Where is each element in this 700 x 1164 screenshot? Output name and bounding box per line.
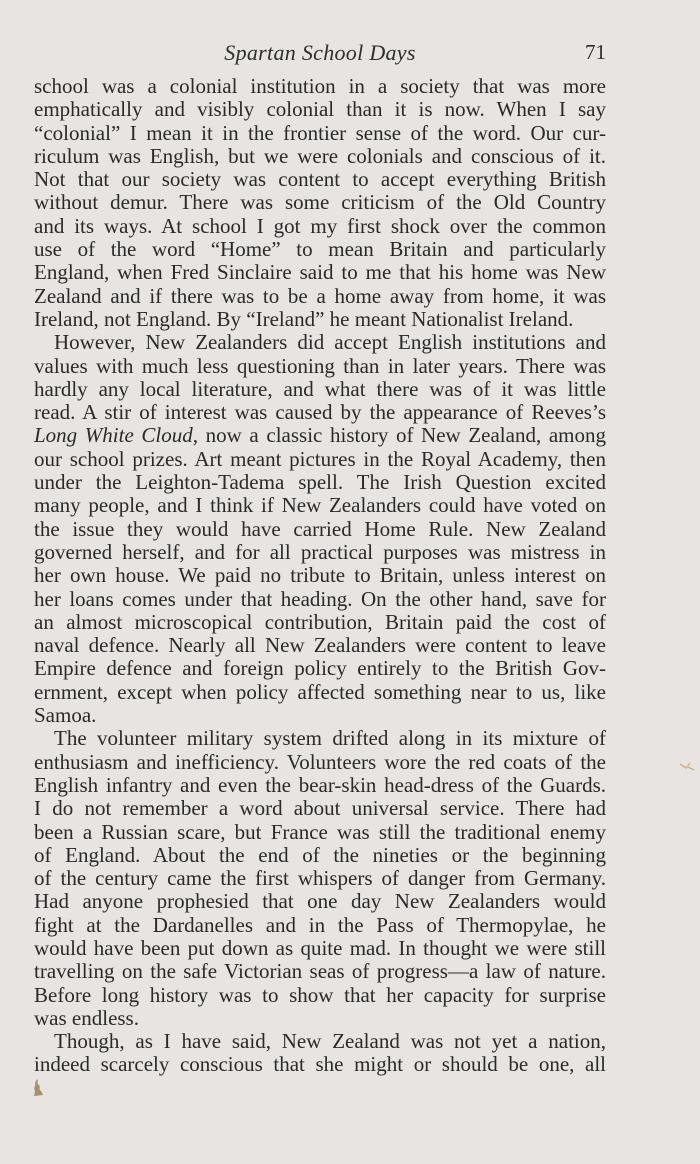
text-line: Though, as I have said, New Zealand was not yet a nation,: [54, 1029, 606, 1054]
text-line: without demur. There was some criticism of the Old Country: [34, 190, 606, 215]
text-line: emphatically and visibly colonial than it is now. When I say: [34, 97, 606, 122]
text-line: “colonial” I mean it in the frontier sense of the word. Our cur-: [34, 120, 606, 145]
text-line-with-italic: Long White Cloud, now a classic history of New Zealand, among: [34, 423, 606, 448]
text-line: Before long history was to show that her capacity for surprise: [34, 982, 606, 1007]
text-line: values with much less questioning than in later years. There was: [34, 353, 606, 378]
text-line: ernment, except when policy affected something near to us, like: [34, 679, 606, 704]
paper-blemish-mark: [678, 760, 698, 772]
text-line: would have been put down as quite mad. In thought we were still: [34, 935, 606, 960]
text-line: riculum was English, but we were colonials and conscious of it.: [34, 143, 606, 168]
text-line: Had anyone prophesied that one day New Zealanders would: [34, 889, 606, 914]
text-line: indeed scarcely conscious that she might or should be one, all: [34, 1052, 606, 1077]
text-line: governed herself, and for all practical purposes was mistress in: [34, 539, 606, 564]
text-line: English infantry and even the bear-skin head-dress of the Guards.: [34, 772, 606, 797]
text-line: Samoa.: [34, 703, 97, 728]
text-line: our school prizes. Art meant pictures in the Royal Academy, then: [34, 446, 606, 471]
text-line: been a Russian scare, but France was still the traditional enemy: [34, 819, 606, 844]
text-line: school was a colonial institution in a society that was more: [34, 74, 606, 98]
text-line: the issue they would have carried Home Rule. New Zealand: [34, 516, 606, 541]
text-line: use of the word “Home” to mean Britain and particularly: [34, 237, 606, 262]
text-line: of England. About the end of the nineties or the beginning: [34, 842, 606, 867]
italic-book-title: Long White Cloud,: [34, 423, 199, 448]
text-line: England, when Fred Sinclaire said to me that his home was New: [34, 260, 606, 285]
page-number: 71: [585, 40, 606, 64]
text-line: of the century came the first whispers of danger from Germany.: [34, 866, 606, 891]
text-line: naval defence. Nearly all New Zealanders were content to leave: [34, 633, 606, 658]
text-line: under the Leighton-Tadema spell. The Irish Question excited: [34, 470, 606, 495]
text-line: Ireland, not England. By “Ireland” he meant Nationalist Ireland.: [34, 306, 574, 331]
text-line: was endless.: [34, 1005, 139, 1030]
text-line: The volunteer military system drifted along in its mixture of: [54, 726, 606, 751]
running-head: [34, 40, 606, 70]
text-line: enthusiasm and inefficiency. Volunteers wore the red coats of the: [34, 749, 606, 774]
text-line: However, New Zealanders did accept English institutions and: [54, 330, 606, 355]
text-line: read. A stir of interest was caused by the appearance of Reeves’s: [34, 400, 606, 425]
text-line: her loans comes under that heading. On the other hand, save for: [34, 586, 606, 611]
text-line: an almost microscopical contribution, Britain paid the cost of: [34, 609, 606, 634]
text-line: Empire defence and foreign policy entirely to the British Gov-: [34, 656, 606, 681]
text-line: Zealand and if there was to be a home away from home, it was: [34, 283, 606, 308]
ink-smudge-mark: [30, 1078, 46, 1098]
running-head-title: Spartan School Days: [224, 40, 416, 65]
text-line: travelling on the safe Victorian seas of progress—a law of nature.: [34, 959, 606, 984]
text-line: and its ways. At school I got my first shock over the common: [34, 213, 606, 238]
body-text: [34, 75, 606, 1077]
text-line: Not that our society was content to accept everything British: [34, 167, 606, 192]
text-line: her own house. We paid no tribute to Britain, unless interest on: [34, 563, 606, 588]
text-line: hardly any local literature, and what there was of it was little: [34, 376, 606, 401]
text-line: fight at the Dardanelles and in the Pass of Thermopylae, he: [34, 912, 606, 937]
text-line: I do not remember a word about universal service. There had: [34, 796, 606, 821]
text-line: many people, and I think if New Zealanders could have voted on: [34, 493, 606, 518]
